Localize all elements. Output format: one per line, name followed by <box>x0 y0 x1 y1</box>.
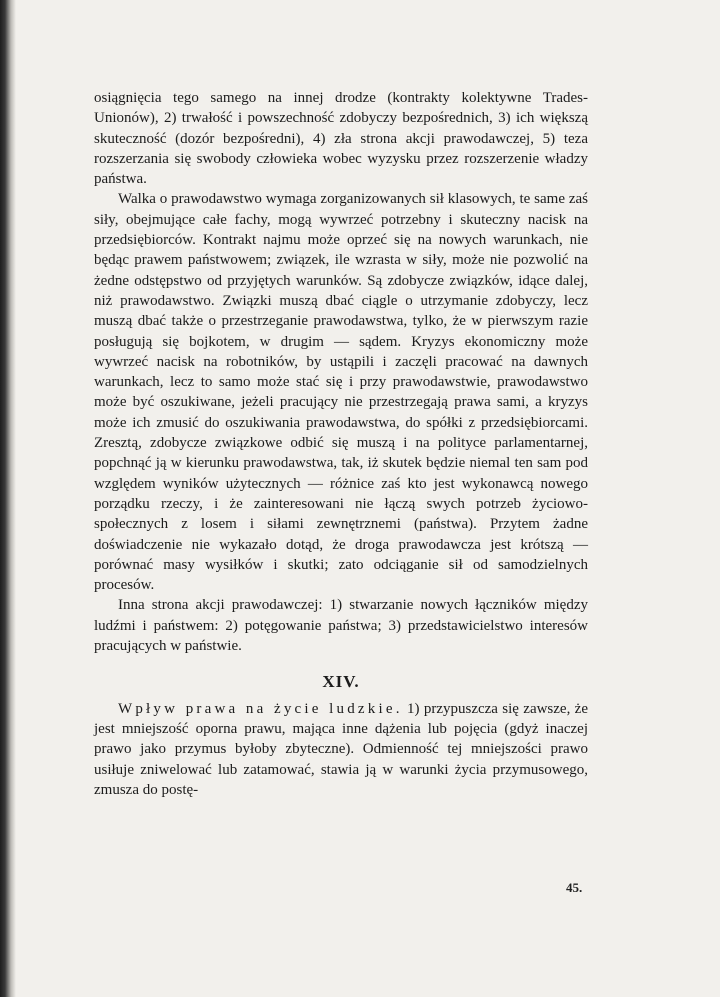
paragraph-law-influence-body: 1) przypuszcza się zawsze, że jest mniejszość oporna prawu, mająca inne dążenia lub pojęcia (gdyż inaczej prawo jako przymus byłoby zbyteczne). Odmienność tej mniejszości prawo usiłuje zniwelować lub zatamować, stawia ją w warunki życia przymusowego, zmusza do postę- <box>94 700 588 798</box>
binding-shadow <box>0 0 16 997</box>
paragraph-law-influence <box>94 699 588 800</box>
paragraph-continued: osiągnięcia tego samego na innej drodze (kontrakty kolektywne Trades-Unionów), 2) trwałość i powszechność zdobyczy bezpośrednich, 3) ich większą skuteczność (dozór bezpośredni), 4) zła strona akcji prawodawczej, 5) teza rozszerzania się swobody człowieka wobec wyzysku przez rozszerzenie władzy państwa. <box>94 90 588 188</box>
chapter-heading: XIV. <box>322 672 360 692</box>
paragraph-legislation-struggle: Walka o prawodawstwo wymaga zorganizowanych sił klasowych, te same zaś siły, obejmujące całe fachy, mogą wywrzeć potrzebny i skuteczny nacisk na przedsiębiorców. Kontrakt najmu może oprzeć się na nowych warunkach, nie będąc prawem państwowem; związek, ile wzrasta w siły, może nie pozwolić na żedne odstępstwo od przyjętych warunków. Są zdobycze związków, idące dalej, niż prawodawstwo. Związki muszą dbać ciągle o utrzymanie zdobyczy, lecz muszą dbać także o przestrzeganie prawodawstwa, tylko, że w pierwszym razie posługują się bojkotem, w drugim — sądem. Kryzys ekonomiczny może wywrzeć nacisk na robotników, by ustąpili i zaczęli pracować na dawnych warunkach, lecz to samo może stać się i przy prawodawstwie, prawodawstwo może być oszukiwane, jeżeli pracujący nie przestrzegają prawa sami, a kryzys może ich zmusić do oszukiwania prawodawstwa, do spółki z przedsiębiorcami. Zresztą, zdobycze związkowe odbić się muszą i na polityce parlamentarnej, popchnąć ją w kierunku prawodawstwa, tak, iż skutek będzie niemal ten sam pod względem wyników użytecznych — różnice zaś kto jest wykonawcą nowego porządku rzeczy, i że zainteresowani nie łączą swych potrzeb życiowo-społecznych z losem i siłami zewnętrznemi (państwa). Przytem żadne doświadczenie nie wykazało dotąd, że droga prawodawcza jest krótszą — porównać masy wysiłków i skutki; zato odciąganie sił od samodzielnych procesów. <box>94 191 588 594</box>
page-text <box>94 88 588 800</box>
spaced-heading: Wpływ prawa na życie ludzkie. <box>118 700 403 717</box>
page-number: 45. <box>566 880 583 895</box>
paragraph-other-side: Inna strona akcji prawodawczej: 1) stwarzanie nowych łączników między ludźmi i państwem: 2) potęgowanie państwa; 3) przedstawicielstwo interesów pracujących w państwie. <box>94 597 588 655</box>
